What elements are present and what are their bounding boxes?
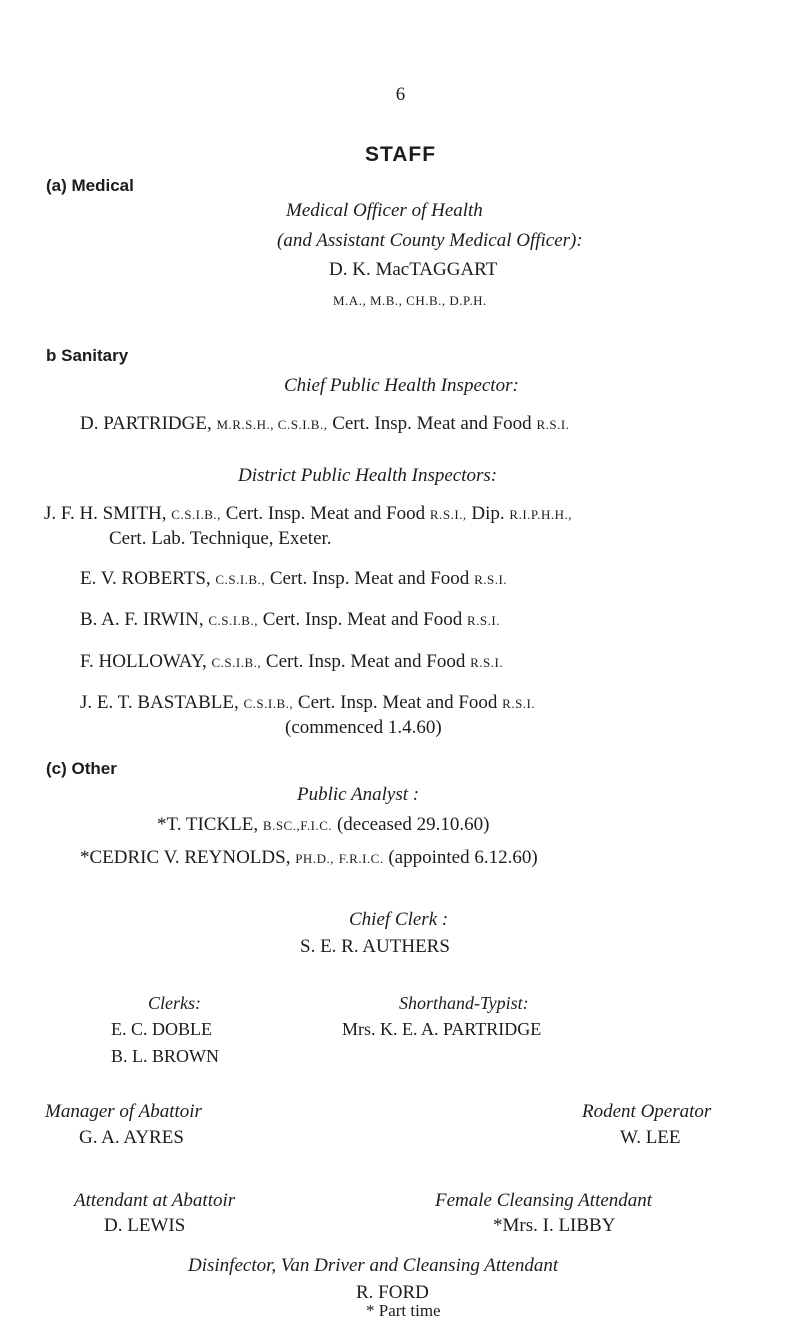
inspector-rsi: R.S.I. (474, 572, 508, 587)
inspector-extra: Dip. (471, 503, 505, 524)
inspector-cert: Cert. Insp. Meat and Food (262, 609, 463, 630)
inspector-cert: Cert. Insp. Meat and Food (265, 651, 466, 672)
section-label-sanitary: b Sanitary (46, 346, 129, 365)
public-analyst-note: (appointed 6.12.60) (388, 847, 538, 868)
inspector-line2: Cert. Lab. Technique, Exeter. (109, 528, 332, 549)
inspector-line (80, 609, 500, 632)
chief-inspector-role: Chief Public Health Inspector: (284, 375, 519, 396)
medical-role-line2: (and Assistant County Medical Officer): (277, 230, 583, 251)
inspector-name: J. E. T. BASTABLE, (80, 692, 239, 713)
abattoir-manager-role: Manager of Abattoir (45, 1101, 202, 1122)
rodent-operator-name: W. LEE (620, 1127, 681, 1148)
district-inspectors-role: District Public Health Inspectors: (238, 465, 498, 486)
inspector-name: B. A. F. IRWIN, (80, 609, 204, 630)
female-cleansing-attendant-name: *Mrs. I. LIBBY (493, 1215, 616, 1236)
chief-inspector-quals: M.R.S.H., C.S.I.B., (216, 417, 328, 432)
inspector-cert: Cert. Insp. Meat and Food (225, 503, 426, 524)
inspector-rsi: R.S.I. (466, 613, 500, 628)
female-cleansing-attendant-role: Female Cleansing Attendant (435, 1190, 653, 1211)
inspector-line (80, 651, 503, 674)
inspector-name: E. V. ROBERTS, (80, 568, 211, 589)
inspector-extra-quals: R.I.P.H.H., (509, 507, 572, 522)
abattoir-attendant-name: D. LEWIS (104, 1215, 186, 1236)
public-analyst-quals: B.SC., (262, 818, 301, 833)
public-analyst-line (157, 814, 489, 837)
inspector-line (80, 692, 535, 715)
disinfector-role: Disinfector, Van Driver and Cleansing Attendant (188, 1255, 559, 1276)
medical-officer-quals: M.A., M.B., CH.B., D.P.H. (333, 293, 487, 308)
public-analyst-name: *CEDRIC V. REYNOLDS, (80, 847, 291, 868)
inspector-quals: C.S.I.B., (208, 613, 258, 628)
inspector-rsi: R.S.I. (470, 655, 504, 670)
clerk-name: B. L. BROWN (111, 1046, 219, 1066)
rodent-operator-role: Rodent Operator (582, 1101, 712, 1122)
page-number: 6 (395, 84, 406, 105)
public-analyst-name: *T. TICKLE, (157, 814, 259, 835)
clerks-role: Clerks: (148, 993, 201, 1013)
inspector-quals: C.S.I.B., (243, 696, 294, 711)
inspector-rsi: R.S.I., (429, 507, 467, 522)
footnote: * Part time (366, 1301, 441, 1320)
public-analyst-line (80, 847, 538, 870)
inspector-line (44, 503, 572, 526)
chief-inspector-line (80, 413, 569, 436)
inspector-line2: (commenced 1.4.60) (285, 717, 442, 738)
chief-inspector-name: D. PARTRIDGE, (80, 413, 212, 434)
inspector-cert: Cert. Insp. Meat and Food (269, 568, 470, 589)
section-label-other: (c) Other (46, 759, 117, 778)
chief-clerk-name: S. E. R. AUTHERS (300, 936, 450, 957)
page-title: STAFF (364, 143, 437, 166)
public-analyst-quals: F.I.C. (300, 818, 333, 833)
disinfector-name: R. FORD (356, 1282, 429, 1303)
public-analyst-quals: PH.D., (295, 851, 334, 866)
chief-clerk-role: Chief Clerk : (349, 909, 449, 930)
medical-officer-name: D. K. MacTAGGART (329, 259, 498, 280)
typist-name: Mrs. K. E. A. PARTRIDGE (342, 1019, 542, 1039)
abattoir-manager-name: G. A. AYRES (79, 1127, 184, 1148)
inspector-quals: C.S.I.B., (215, 572, 266, 587)
public-analyst-quals: F.R.I.C. (338, 851, 384, 866)
inspector-name: J. F. H. SMITH, (44, 503, 167, 524)
inspector-name: F. HOLLOWAY, (80, 651, 207, 672)
inspector-cert: Cert. Insp. Meat and Food (297, 692, 498, 713)
clerk-name: E. C. DOBLE (111, 1019, 212, 1039)
typist-role: Shorthand-Typist: (399, 993, 529, 1013)
chief-inspector-cert: Cert. Insp. Meat and Food (332, 413, 532, 434)
chief-inspector-rsi: R.S.I. (536, 417, 570, 432)
abattoir-attendant-role: Attendant at Abattoir (74, 1190, 236, 1211)
medical-role-line1: Medical Officer of Health (286, 200, 483, 221)
inspector-line (80, 568, 507, 591)
section-label-medical: (a) Medical (46, 176, 134, 195)
inspector-quals: C.S.I.B., (171, 507, 221, 522)
inspector-rsi: R.S.I. (502, 696, 536, 711)
inspector-quals: C.S.I.B., (211, 655, 262, 670)
public-analyst-role: Public Analyst : (297, 784, 420, 805)
public-analyst-note: (deceased 29.10.60) (336, 814, 490, 835)
